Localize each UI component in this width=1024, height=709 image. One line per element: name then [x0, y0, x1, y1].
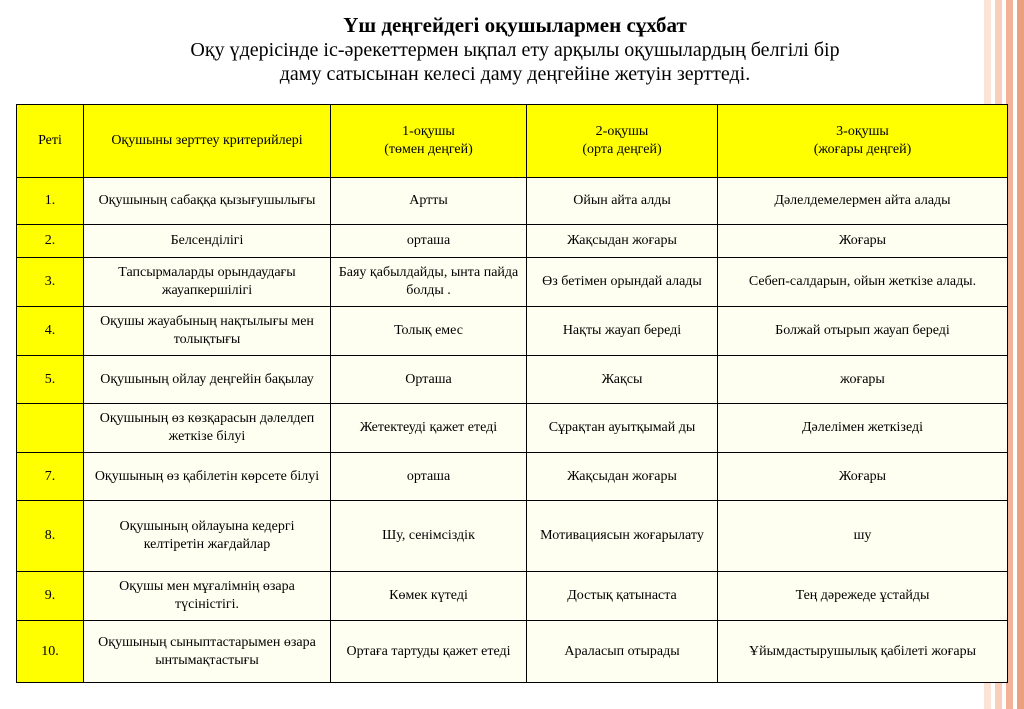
cell-student-2: Жақсыдан жоғары	[527, 225, 718, 258]
row-number: 5.	[17, 356, 84, 404]
cell-student-2: Араласып отырады	[527, 621, 718, 683]
criteria-table	[16, 104, 1008, 683]
row-number: 9.	[17, 572, 84, 621]
row-number: 1.	[17, 178, 84, 225]
cell-student-1: Баяу қабылдайды, ынта пайда болды .	[331, 258, 527, 307]
slide-subtitle-line-2: даму сатысынан келесі даму деңгейіне жетуін зерттеді.	[279, 63, 751, 85]
slide-subtitle-line-1: Оқу үдерісінде іс-әрекеттермен ықпал ету арқылы оқушылардың белгілі бір	[190, 39, 840, 61]
cell-student-1: Ортаға тартуды қажет етеді	[331, 621, 527, 683]
cell-student-3: Дәлелімен жеткізеді	[718, 404, 1008, 453]
cell-student-2: Сұрақтан ауытқымай ды	[527, 404, 718, 453]
slide-header	[40, 12, 990, 86]
table-row	[17, 307, 1008, 356]
header-criteria-label: Оқушыны зерттеу критерийлері	[111, 133, 303, 148]
cell-student-3: Тең дәрежеде ұстайды	[718, 572, 1008, 621]
table-row	[17, 178, 1008, 225]
cell-student-1: Орташа	[331, 356, 527, 404]
table-row	[17, 572, 1008, 621]
cell-student-3: Жоғары	[718, 225, 1008, 258]
row-number: 10.	[17, 621, 84, 683]
cell-student-2: Өз бетімен орындай алады	[527, 258, 718, 307]
row-criterion: Оқушының өз қабілетін көрсете білуі	[84, 453, 331, 501]
row-criterion: Оқушы жауабының нақтылығы мен толықтығы	[84, 307, 331, 356]
cell-student-2: Достық қатынаста	[527, 572, 718, 621]
cell-student-3: Жоғары	[718, 453, 1008, 501]
cell-student-1: Толық емес	[331, 307, 527, 356]
row-number: 7.	[17, 453, 84, 501]
row-number: 8.	[17, 501, 84, 572]
cell-student-3: шу	[718, 501, 1008, 572]
row-criterion: Оқушының сыныптастарымен өзара ынтымақтастығы	[84, 621, 331, 683]
row-number	[17, 404, 84, 453]
header-student-3	[718, 105, 1008, 178]
header-student-3-level: (жоғары деңгей)	[813, 142, 912, 157]
table-header-row	[17, 105, 1008, 178]
cell-student-3: Дәлелдемелермен айта алады	[718, 178, 1008, 225]
row-criterion: Оқушының ойлауына кедергі келтіретін жағдайлар	[84, 501, 331, 572]
cell-student-1: Артты	[331, 178, 527, 225]
cell-student-3: Себеп-салдарын, ойын жеткізе алады.	[718, 258, 1008, 307]
row-criterion: Оқушының сабаққа қызығушылығы	[84, 178, 331, 225]
cell-student-1: Шу, сенімсіздік	[331, 501, 527, 572]
cell-student-1: орташа	[331, 453, 527, 501]
header-order-label: Реті	[38, 133, 62, 148]
header-order	[17, 105, 84, 178]
table-row	[17, 258, 1008, 307]
table-row	[17, 225, 1008, 258]
cell-student-3: жоғары	[718, 356, 1008, 404]
slide-title: Үш деңгейдегі оқушылармен сұхбат	[343, 13, 687, 37]
row-criterion: Белсенділігі	[84, 225, 331, 258]
cell-student-2: Нақты жауап береді	[527, 307, 718, 356]
cell-student-2: Жақсыдан жоғары	[527, 453, 718, 501]
header-criteria	[84, 105, 331, 178]
cell-student-3: Ұйымдастырушылық қабілеті жоғары	[718, 621, 1008, 683]
header-student-1-level: (төмен деңгей)	[384, 142, 473, 157]
table-row	[17, 404, 1008, 453]
row-number: 2.	[17, 225, 84, 258]
table-row	[17, 501, 1008, 572]
row-number: 4.	[17, 307, 84, 356]
row-criterion: Оқушының ойлау деңгейін бақылау	[84, 356, 331, 404]
row-criterion: Тапсырмаларды орындаудағы жауапкершілігі	[84, 258, 331, 307]
header-student-2-level: (орта деңгей)	[582, 142, 662, 157]
header-student-1	[331, 105, 527, 178]
stripe	[1017, 0, 1024, 709]
row-number: 3.	[17, 258, 84, 307]
table-row	[17, 453, 1008, 501]
header-student-2-label: 2-оқушы	[595, 124, 649, 139]
row-criterion: Оқушы мен мұғалімнің өзара түсіністігі.	[84, 572, 331, 621]
cell-student-1: Жетектеуді қажет етеді	[331, 404, 527, 453]
cell-student-2: Жақсы	[527, 356, 718, 404]
cell-student-1: орташа	[331, 225, 527, 258]
header-student-2	[527, 105, 718, 178]
table-row	[17, 356, 1008, 404]
header-student-3-label: 3-оқушы	[836, 124, 889, 139]
table-row	[17, 621, 1008, 683]
cell-student-2: Мотивациясын жоғарылату	[527, 501, 718, 572]
row-criterion: Оқушының өз көзқарасын дәлелдеп жеткізе білуі	[84, 404, 331, 453]
header-student-1-label: 1-оқушы	[402, 124, 455, 139]
cell-student-3: Болжай отырып жауап береді	[718, 307, 1008, 356]
cell-student-2: Ойын айта алды	[527, 178, 718, 225]
cell-student-1: Көмек күтеді	[331, 572, 527, 621]
